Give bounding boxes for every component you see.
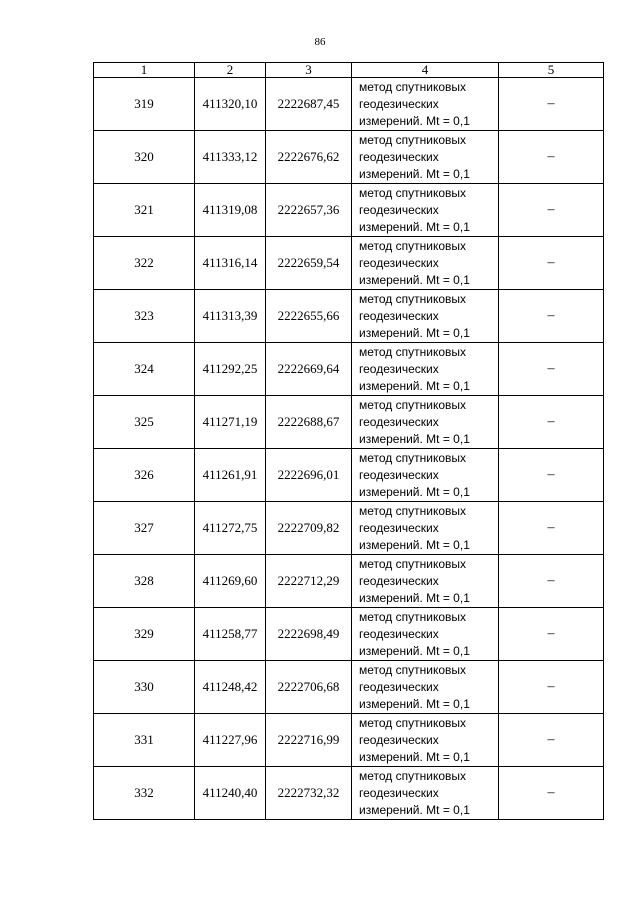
method-cell [352,343,499,396]
header-col-3: 3 [266,63,352,78]
table-row [94,184,604,237]
method-text-line: измерений. Mt = 0,1 [359,325,470,340]
point-number-cell: 326 [94,449,195,502]
method-text-line: измерений. Mt = 0,1 [359,643,470,658]
x-coordinate-cell: 411271,19 [195,396,266,449]
table-row [94,449,604,502]
point-number-cell: 327 [94,502,195,555]
method-text-line: метод спутниковых [359,397,467,412]
note-cell: – [499,290,604,343]
header-col-2: 2 [195,63,266,78]
method-text-line: измерений. Mt = 0,1 [359,749,470,764]
point-number-cell: 325 [94,396,195,449]
table-row [94,290,604,343]
method-text-line: метод спутниковых [359,450,467,465]
method-cell [352,237,499,290]
point-number-cell: 329 [94,608,195,661]
method-cell [352,555,499,608]
y-coordinate-cell: 2222706,68 [266,661,352,714]
method-cell [352,449,499,502]
method-cell [352,767,499,820]
table-row [94,661,604,714]
method-text-line: метод спутниковых [359,344,467,359]
method-text-line: геодезических [359,679,439,694]
header-col-5: 5 [499,63,604,78]
x-coordinate-cell: 411240,40 [195,767,266,820]
note-cell: – [499,396,604,449]
note-cell: – [499,131,604,184]
y-coordinate-cell: 2222698,49 [266,608,352,661]
method-text-line: измерений. Mt = 0,1 [359,696,470,711]
x-coordinate-cell: 411333,12 [195,131,266,184]
y-coordinate-cell: 2222676,62 [266,131,352,184]
method-text-line: геодезических [359,732,439,747]
table-row [94,555,604,608]
header-col-1: 1 [94,63,195,78]
note-cell: – [499,502,604,555]
method-cell [352,131,499,184]
header-col-4: 4 [352,63,499,78]
table-row [94,608,604,661]
method-text-line: геодезических [359,308,439,323]
table-row [94,343,604,396]
y-coordinate-cell: 2222687,45 [266,78,352,131]
note-cell: – [499,237,604,290]
point-number-cell: 319 [94,78,195,131]
note-cell: – [499,661,604,714]
point-number-cell: 330 [94,661,195,714]
note-cell: – [499,184,604,237]
y-coordinate-cell: 2222709,82 [266,502,352,555]
table-row [94,714,604,767]
note-cell: – [499,608,604,661]
method-text-line: метод спутниковых [359,503,467,518]
x-coordinate-cell: 411261,91 [195,449,266,502]
method-text-line: метод спутниковых [359,238,467,253]
point-number-cell: 320 [94,131,195,184]
note-cell: – [499,767,604,820]
y-coordinate-cell: 2222732,32 [266,767,352,820]
method-cell [352,502,499,555]
note-cell: – [499,449,604,502]
method-text-line: метод спутниковых [359,662,467,677]
page-number: 86 [314,36,326,48]
note-cell: – [499,343,604,396]
x-coordinate-cell: 411258,77 [195,608,266,661]
method-text-line: метод спутниковых [359,556,467,571]
method-cell [352,290,499,343]
note-cell: – [499,78,604,131]
method-text-line: метод спутниковых [359,185,467,200]
note-cell: – [499,555,604,608]
table-row [94,767,604,820]
method-text-line: измерений. Mt = 0,1 [359,166,470,181]
method-text-line: геодезических [359,361,439,376]
point-number-cell: 324 [94,343,195,396]
method-text-line: геодезических [359,785,439,800]
coordinates-table [93,62,604,820]
table-row [94,78,604,131]
y-coordinate-cell: 2222696,01 [266,449,352,502]
y-coordinate-cell: 2222712,29 [266,555,352,608]
method-text-line: геодезических [359,520,439,535]
method-text-line: геодезических [359,149,439,164]
method-text-line: геодезических [359,467,439,482]
method-text-line: геодезических [359,202,439,217]
method-text-line: измерений. Mt = 0,1 [359,431,470,446]
note-cell: – [499,714,604,767]
method-text-line: метод спутниковых [359,291,467,306]
table-row [94,502,604,555]
method-cell [352,714,499,767]
point-number-cell: 322 [94,237,195,290]
point-number-cell: 328 [94,555,195,608]
y-coordinate-cell: 2222669,64 [266,343,352,396]
table-body [94,78,604,820]
x-coordinate-cell: 411313,39 [195,290,266,343]
table-row [94,396,604,449]
method-text-line: измерений. Mt = 0,1 [359,113,470,128]
header-row [94,63,604,78]
y-coordinate-cell: 2222688,67 [266,396,352,449]
method-cell [352,184,499,237]
method-text-line: геодезических [359,414,439,429]
x-coordinate-cell: 411227,96 [195,714,266,767]
y-coordinate-cell: 2222659,54 [266,237,352,290]
method-text-line: измерений. Mt = 0,1 [359,484,470,499]
point-number-cell: 332 [94,767,195,820]
method-text-line: измерений. Mt = 0,1 [359,802,470,817]
method-text-line: геодезических [359,96,439,111]
x-coordinate-cell: 411319,08 [195,184,266,237]
method-cell [352,78,499,131]
y-coordinate-cell: 2222716,99 [266,714,352,767]
method-cell [352,396,499,449]
x-coordinate-cell: 411272,75 [195,502,266,555]
method-text-line: геодезических [359,626,439,641]
method-text-line: измерений. Mt = 0,1 [359,537,470,552]
x-coordinate-cell: 411248,42 [195,661,266,714]
y-coordinate-cell: 2222655,66 [266,290,352,343]
y-coordinate-cell: 2222657,36 [266,184,352,237]
method-text-line: геодезических [359,255,439,270]
table-row [94,237,604,290]
method-text-line: метод спутниковых [359,768,467,783]
point-number-cell: 331 [94,714,195,767]
method-cell [352,608,499,661]
method-cell [352,661,499,714]
method-text-line: метод спутниковых [359,79,467,94]
method-text-line: измерений. Mt = 0,1 [359,378,470,393]
x-coordinate-cell: 411320,10 [195,78,266,131]
x-coordinate-cell: 411292,25 [195,343,266,396]
method-text-line: метод спутниковых [359,609,467,624]
method-text-line: метод спутниковых [359,715,467,730]
method-text-line: метод спутниковых [359,132,467,147]
method-text-line: измерений. Mt = 0,1 [359,219,470,234]
x-coordinate-cell: 411269,60 [195,555,266,608]
table-row [94,131,604,184]
x-coordinate-cell: 411316,14 [195,237,266,290]
point-number-cell: 323 [94,290,195,343]
method-text-line: измерений. Mt = 0,1 [359,590,470,605]
point-number-cell: 321 [94,184,195,237]
method-text-line: измерений. Mt = 0,1 [359,272,470,287]
method-text-line: геодезических [359,573,439,588]
